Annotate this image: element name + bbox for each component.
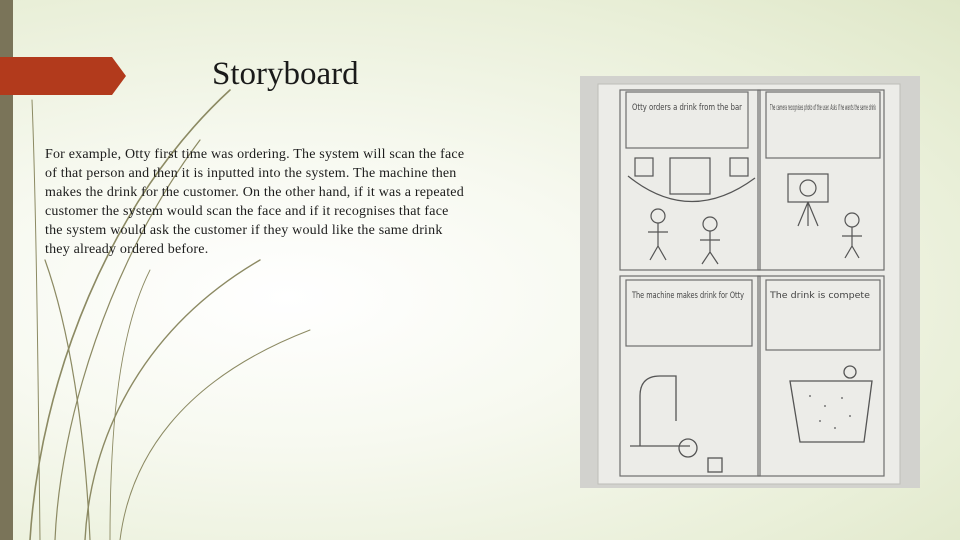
panel-3-caption: The machine makes drink for Otty xyxy=(631,291,745,301)
panel-2-caption: The camera recognises photo of the user. Asks if he wants the same drink xyxy=(769,103,877,112)
storyboard-photo xyxy=(580,76,920,488)
slide-title: Storyboard xyxy=(212,56,359,92)
panel-1-caption: Otty orders a drink from the bar xyxy=(632,103,743,113)
panel-4-caption: The drink is compete xyxy=(768,291,871,301)
slide-body-text: For example, Otty first time was ordering. The system will scan the face of that person and then it is inputted into the system. The machine then makes the drink for the customer. On the other hand, if it was a repeated customer the system would scan the face and if it recognises that face the system would ask the customer if they would like the same drink they already ordered before. xyxy=(45,147,465,257)
